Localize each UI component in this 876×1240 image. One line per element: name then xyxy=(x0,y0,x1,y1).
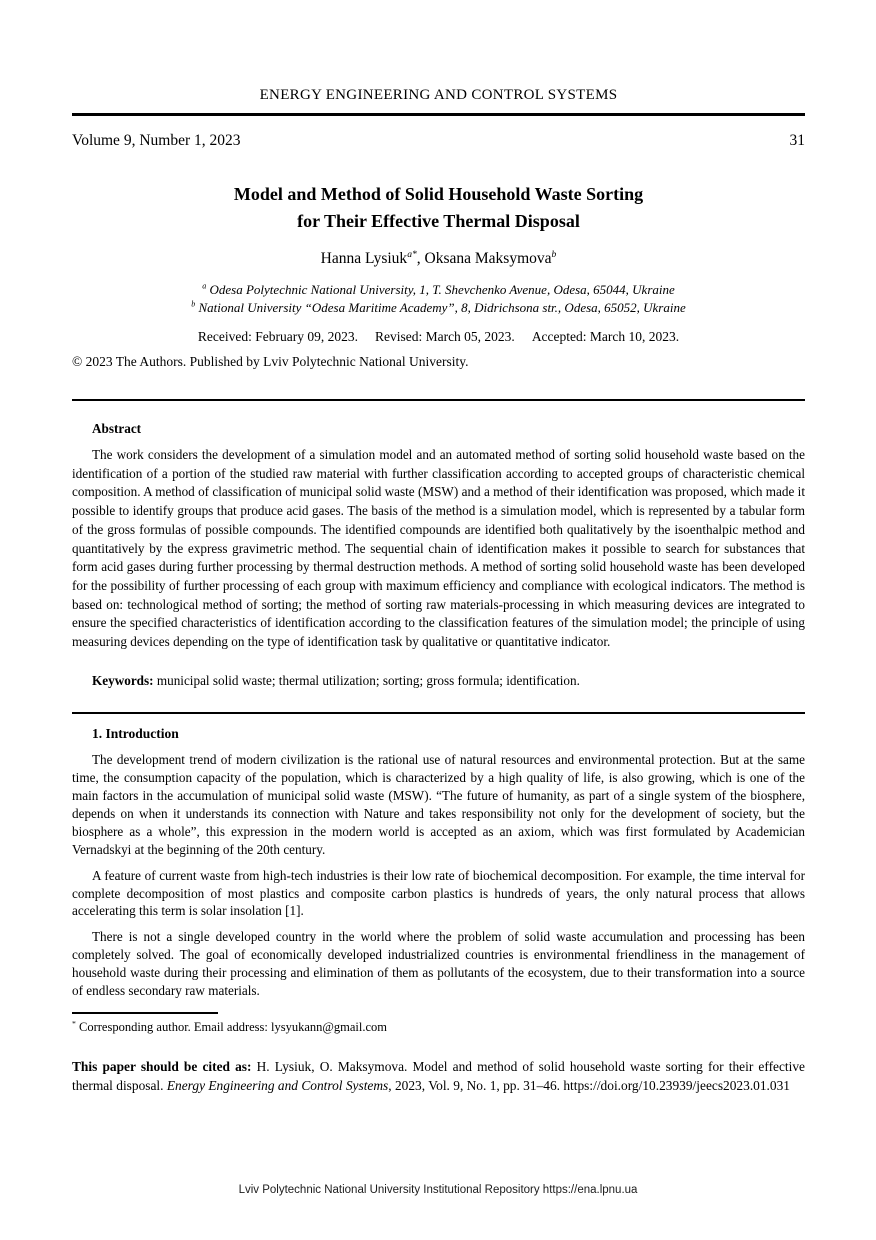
footnote-text: Corresponding author. Email address: lysyukann@gmail.com xyxy=(75,1020,387,1035)
affiliation-line xyxy=(72,281,805,299)
author-name: Oksana Maksymova xyxy=(424,249,552,267)
paper-title-line1: Model and Method of Solid Household Waste Sorting xyxy=(233,183,644,204)
abstract-top-rule xyxy=(72,399,805,402)
author-name: Hanna Lysiuk xyxy=(320,249,408,267)
keywords-line xyxy=(72,672,805,690)
introduction-heading: 1. Introduction xyxy=(92,726,179,742)
section-top-rule xyxy=(72,712,805,715)
authors-line xyxy=(72,249,805,269)
paper-title xyxy=(72,181,805,235)
affiliation-marker: b xyxy=(191,299,196,309)
citation-block xyxy=(72,1058,805,1096)
header-rule xyxy=(72,113,805,116)
affiliation-marker: a xyxy=(202,281,207,291)
introduction-paragraph: A feature of current waste from high-tech industries is their low rate of biochemical decomposition. For example, the time interval for complete decomposition of most plastics and composite carbon plastics is hundreds of years, the only natural process that allows accelerating this term is solar insolation [1]. xyxy=(72,867,805,919)
citation-text: , 2023, Vol. 9, No. 1, pp. 31–46. https://doi.org/10.23939/jeecs2023.01.031 xyxy=(388,1077,790,1093)
citation-journal-name: Energy Engineering and Control Systems xyxy=(166,1077,389,1093)
abstract-heading: Abstract xyxy=(92,421,142,436)
affiliations xyxy=(72,281,805,317)
affiliation-line xyxy=(72,299,805,317)
introduction-paragraph: The development trend of modern civilization is the rational use of natural resources and environmental protection. But at the same time, the consumption capacity of the population, which is characterized by a high quality of life, is also growing, which is one of the main factors in the accumulation of municipal solid waste (MSW). “The future of humanity, as part of a single system of the biosphere, depends on when it understands its connection with Nature and takes responsibility not only for the development of society, but the biosphere as a whole”, this expression in the modern world is accepted as an axiom, which was first formulated by Academician Vernadskyi at the beginning of the 20th century. xyxy=(72,752,805,857)
keywords-label: Keywords: xyxy=(92,672,154,688)
author-separator: , xyxy=(416,249,425,267)
page-number: 31 xyxy=(789,131,805,149)
abstract-text: The work considers the development of a simulation model and an automated method of sorting solid household waste based on the identification of a portion of the studied raw material with further classification according to accepted groups of characteristic chemical composition. A method of classification of municipal solid waste (MSW) and a method of their identification was proposed, which made it possible to identify groups that produce acid gases. The basis of the method is a simulation model, which is represented by a tabular form of the gross formulas of possible compounds. The identified compounds are identified both qualitatively by the isoenthalpic method and quantitatively by the express gravimetric method. The sequential chain of identification makes it possible to search for substances that form acid gases during further processing by thermal destruction methods. A method of sorting solid household waste has been developed for the possibility of further processing of each group with maximum efficiency and compliance with ecological indicators. The method is based on: technological method of sorting; the method of sorting raw materials-processing in which measuring devices are integrated to ensure the specified characteristics of identification according to the classification features of the simulation model; the principle of using measuring devices depending on the type of identification task by qualitative or quantitative indicator. xyxy=(72,447,805,650)
paper-title-line2: for Their Effective Thermal Disposal xyxy=(297,210,580,231)
dates-line xyxy=(72,328,805,346)
corresponding-author-footnote xyxy=(72,1019,805,1036)
citation-text: H. Lysiuk, O. Maksymova. Model and method of solid household waste sorting for their effective thermal disposal. xyxy=(72,1059,806,1093)
copyright-line: © 2023 The Authors. Published by Lviv Polytechnic National University. xyxy=(72,353,469,369)
introduction-paragraph: There is not a single developed country in the world where the problem of solid waste accumulation and processing has been completely solved. The goal of economically developed industrialized countries is environmental friendliness in the management of household waste during their processing and elimination of them as pollutants of the ecosystem, due to their transformation into a source of endless secondary raw materials. xyxy=(72,929,805,999)
author-affiliation-marker: b xyxy=(551,248,557,260)
keywords-text: municipal solid waste; thermal utilization; sorting; gross formula; identification. xyxy=(153,672,580,688)
footnote-rule xyxy=(72,1012,218,1014)
paper-page xyxy=(72,0,805,1096)
affiliation-text: Odesa Polytechnic National University, 1, T. Shevchenko Avenue, Odesa, 65044, Ukraine xyxy=(206,281,675,297)
affiliation-text: National University “Odesa Maritime Academy”, 8, Didrichsona str., Odesa, 65052, Ukraine xyxy=(195,299,686,315)
accepted-date: Accepted: March 10, 2023. xyxy=(531,328,680,344)
revised-date: Revised: March 05, 2023. xyxy=(374,328,515,344)
author-affiliation-marker: a* xyxy=(407,248,417,260)
footnote-marker: * xyxy=(72,1018,76,1028)
journal-name: ENERGY ENGINEERING AND CONTROL SYSTEMS xyxy=(259,87,618,103)
received-date: Received: February 09, 2023. xyxy=(197,328,358,344)
citation-label: This paper should be cited as: xyxy=(72,1059,252,1075)
volume-row xyxy=(72,131,805,150)
volume-number-line: Volume 9, Number 1, 2023 xyxy=(72,131,241,149)
repository-footer: Lviv Polytechnic National University Institutional Repository https://ena.lpnu.ua xyxy=(238,1184,638,1196)
